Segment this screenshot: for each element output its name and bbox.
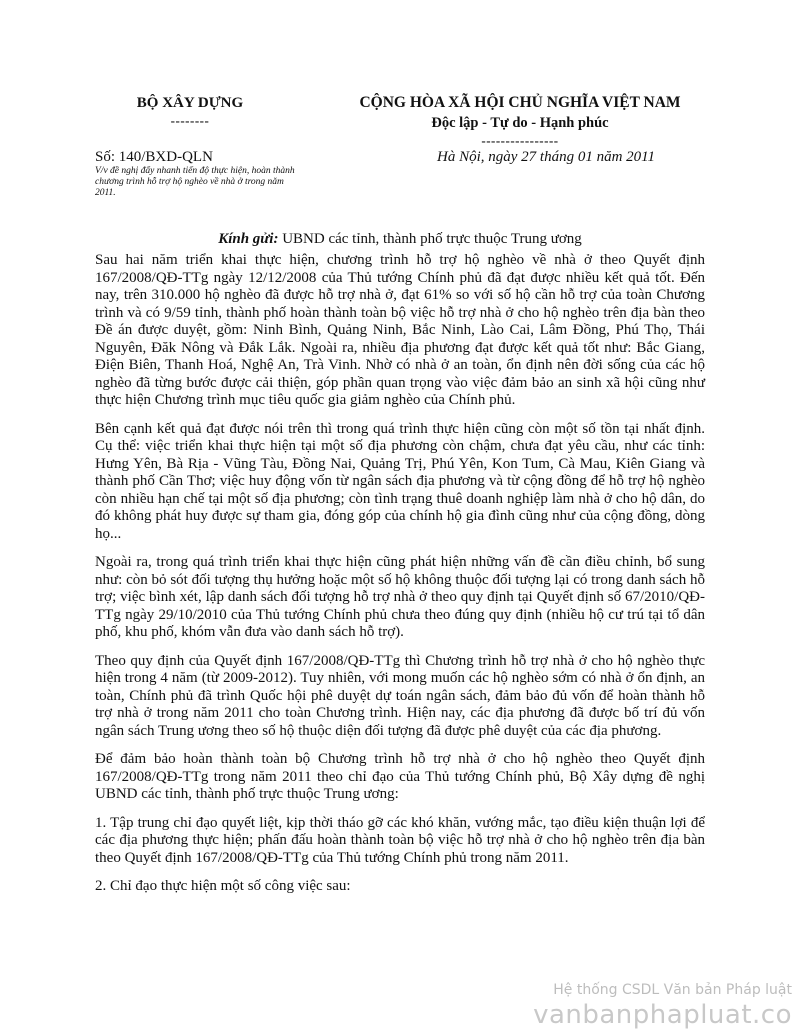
paragraph: Sau hai năm triển khai thực hiện, chương trình hỗ trợ hộ nghèo về nhà ở theo Quyết định 167/2008/QĐ-TTg ngày 12/12/2008 của Thủ tướng Chính phủ đã đạt được nhiều kết quả tốt. Đến nay, trên 310.000 hộ nghèo đã được hỗ trợ nhà ở, đạt 61% so với số hộ cần hỗ trợ của toàn Chương trình và có 9/59 tỉnh, thành phố hoàn thành toàn bộ việc hỗ trợ nhà ở cho hộ nghèo trên địa bàn theo Đề án được duyệt, gồm: Ninh Bình, Quảng Ninh, Bắc Ninh, Lào Cai, Lâm Đồng, Phú Thọ, Thái Nguyên, Đăk Nông và Đắk Lắk. Ngoài ra, nhiều địa phương đạt được kết quả tốt như: Bắc Giang, Điện Biên, Thanh Hoá, Nghệ An, Trà Vinh. Nhờ có nhà ở an toàn, ổn định nên đời sống của các hộ nghèo đã từng bước được cải thiện, góp phần quan trọng vào việc đảm bảo an sinh xã hội cũng như thực hiện Chương trình mục tiêu quốc gia giảm nghèo của Chính phủ. [95, 252, 705, 408]
watermark-site: vanbanphapluat.co [533, 1000, 792, 1030]
paragraph: Bên cạnh kết quả đạt được nói trên thì trong quá trình thực hiện cũng còn một số tồn tại nhất định. Cụ thể: việc triển khai thực hiện tại một số địa phương còn chậm, chưa đạt yêu cầu, như các tỉnh: Hưng Yên, Bà Rịa - Vũng Tàu, Đồng Nai, Quảng Trị, Phú Yên, Kon Tum, Cà Mau, Kiên Giang và thành phố Cần Thơ; việc huy động vốn từ ngân sách địa phương và từ cộng đồng để hỗ trợ hộ nghèo còn nhiều hạn chế tại một số địa phương; còn tình trạng thuê doanh nghiệp làm nhà ở cho hộ dân, do đó không phát huy được sự tham gia, đóng góp của chính hộ gia đình cũng như của cộng đồng, dòng họ... [95, 420, 705, 542]
agency-block [95, 93, 285, 129]
paragraph: Theo quy định của Quyết định 167/2008/QĐ-TTg thì Chương trình hỗ trợ nhà ở cho hộ nghèo thực hiện trong 4 năm (từ 2009-2012). Tuy nhiên, với mong muốn các hộ nghèo sớm có nhà ở ổn định, an toàn, Chính phủ đã trình Quốc hội phê duyệt dự toán ngân sách, đảm bảo đủ vốn để hoàn thành hỗ trợ nhà ở trong năm 2011 cho toàn Chương trình. Hiện nay, các địa phương đã được bố trí đủ vốn ngân sách Trung ương theo số hộ thuộc diện đối tượng đã được phê duyệt của các địa phương. [95, 652, 705, 739]
motto-divider: ---------------- [481, 133, 559, 148]
document-number: Số: 140/BXD-QLN [95, 149, 213, 165]
agency-divider: -------- [170, 113, 210, 128]
recipient-label: Kính gửi: [218, 231, 279, 247]
recipient-line [95, 231, 705, 248]
recipient-text: UBND các tỉnh, thành phố trực thuộc Trung ương [278, 231, 582, 247]
nation-title: CỘNG HÒA XÃ HỘI CHỦ NGHĨA VIỆT NAM [359, 94, 681, 111]
national-motto: Độc lập - Tự do - Hạnh phúc [431, 115, 609, 131]
document-subject: V/v đề nghị đẩy nhanh tiến độ thực hiện, hoàn thành chương trình hỗ trợ hộ nghèo về nhà ở trong năm 2011. [95, 166, 295, 198]
paragraph: Để đảm bảo hoàn thành toàn bộ Chương trình hỗ trợ nhà ở cho hộ nghèo theo Quyết định 167/2008/QĐ-TTg trong năm 2011 theo chỉ đạo của Thủ tướng Chính phủ, Bộ Xây dựng đề nghị UBND các tỉnh, thành phố trực thuộc Trung ương: [95, 751, 705, 802]
nation-block [300, 93, 740, 149]
paragraph: 1. Tập trung chỉ đạo quyết liệt, kịp thời tháo gỡ các khó khăn, vướng mắc, tạo điều kiện thuận lợi để các địa phương thực hiện; phấn đấu hoàn thành toàn bộ việc hỗ trợ nhà ở cho hộ nghèo trên địa bàn theo Quyết định 167/2008/QĐ-TTg của Thủ tướng Chính phủ trong năm 2011. [95, 814, 705, 866]
watermark-caption: Hệ thống CSDL Văn bản Pháp luật [553, 982, 792, 998]
paragraph: Ngoài ra, trong quá trình triển khai thực hiện cũng phát hiện những vấn đề cần điều chỉnh, bổ sung như: còn bỏ sót đối tượng thụ hưởng hoặc một số hộ không thuộc đối tượng lại có trong danh sách hỗ trợ; việc bình xét, lập danh sách đối tượng hỗ trợ nhà ở theo quy định tại Quyết định số 67/2010/QĐ-TTg ngày 29/10/2010 của Thủ tướng Chính phủ chưa theo đúng quy định (nhiều hộ cư trú tại tổ dân phố, khu phố, khóm vẫn đưa vào danh sách hỗ trợ). [95, 554, 705, 640]
agency-name: BỘ XÂY DỰNG [136, 95, 244, 111]
watermark [533, 981, 792, 1031]
document-date: Hà Nội, ngày 27 tháng 01 năm 2011 [437, 149, 656, 165]
paragraph: 2. Chỉ đạo thực hiện một số công việc sau: [95, 878, 351, 894]
document-body [95, 252, 705, 907]
